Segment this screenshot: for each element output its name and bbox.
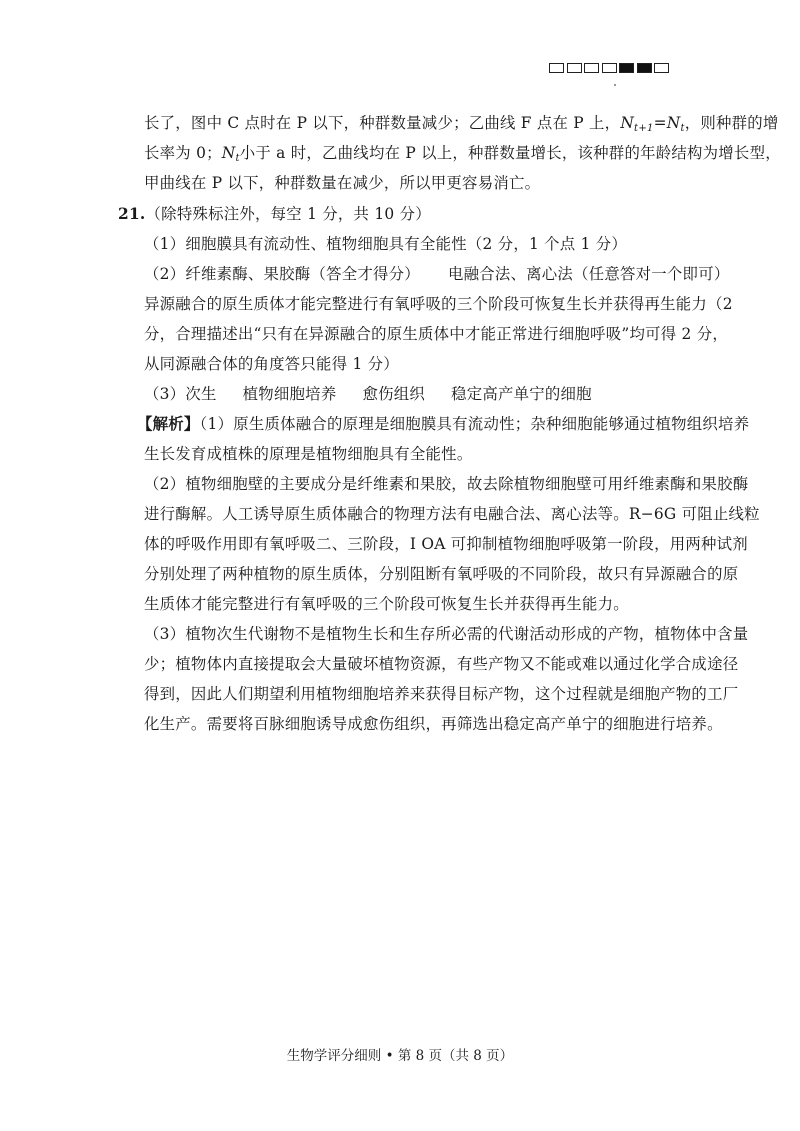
prev-answer-line-1 — [144, 113, 779, 139]
analysis-line-2: 生长发育成植株的原理是植物细胞具有全能性。 — [144, 445, 473, 463]
marker-square — [619, 63, 634, 73]
answer-3 — [144, 384, 592, 404]
prev-answer-line-2 — [144, 143, 781, 169]
text-run: （2）纤维素酶、果胶酶（答全才得分） — [144, 265, 420, 283]
text-run: 愈伤组织 — [362, 385, 426, 403]
page-position-marker — [549, 63, 669, 73]
answer-2-line-1 — [144, 264, 729, 284]
text-run: 长了，图中 C 点时在 P 以下，种群数量减少；乙曲线 F 点在 P 上， — [144, 114, 621, 132]
text-run: 电融合法、离心法（任意答对一个即可） — [447, 265, 730, 283]
scoring-note: （除特殊标注外，每空 1 分，共 10 分） — [145, 205, 431, 223]
question-21-header — [118, 204, 431, 224]
math-subscript: t+1 — [634, 123, 654, 134]
analysis-line-7: 生质体才能完整进行有氧呼吸的三个阶段可恢复生长并获得再生能力。 — [144, 595, 629, 613]
answer-2-line-3: 分，合理描述出“只有在异源融合的原生质体中才能正常进行细胞呼吸”均可得 2 分， — [144, 325, 728, 343]
math-equals: = — [653, 114, 667, 132]
text-run: 稳定高产单宁的细胞 — [451, 385, 592, 403]
marker-square — [654, 63, 669, 73]
marker-square — [584, 63, 599, 73]
analysis-line-8: （3）植物次生代谢物不是植物生长和生存所必需的代谢活动形成的产物，植物体中含量 — [144, 625, 749, 643]
page-footer: 生物学评分细则 • 第 8 页（共 8 页） — [286, 1048, 514, 1064]
text-run: ，则种群的增 — [684, 114, 779, 132]
text-run: （3）次生 — [144, 385, 217, 403]
math-n: N — [666, 114, 681, 132]
text-run: 长率为 0； — [144, 144, 222, 162]
analysis-line-6: 分别处理了两种植物的原生质体，分别阻断有氧呼吸的不同阶段，故只有异源融合的原 — [144, 565, 739, 583]
marker-square — [567, 63, 582, 73]
analysis-line-9: 少；植物体内直接提取会大量破坏植物资源，有些产物又不能或难以通过化学合成途径 — [144, 655, 739, 673]
scan-dot — [614, 84, 616, 86]
text-run: 小于 a 时，乙曲线均在 P 以上，种群数量增长，该种群的年龄结构为增长型， — [239, 144, 781, 162]
analysis-line-3: （2）植物细胞壁的主要成分是纤维素和果胶，故去除植物细胞壁可用纤维素酶和果胶酶 — [144, 475, 749, 493]
prev-answer-line-3: 甲曲线在 P 以下，种群数量在减少，所以甲更容易消亡。 — [144, 174, 541, 192]
text-run: 植物细胞培养 — [242, 385, 337, 403]
question-number: 21. — [118, 205, 146, 223]
math-subscript: t — [680, 123, 685, 134]
answer-2-line-2: 异源融合的原生质体才能完整进行有氧呼吸的三个阶段可恢复生长并获得再生能力（2 — [144, 295, 733, 313]
marker-square — [549, 63, 564, 73]
analysis-line-1 — [137, 414, 749, 434]
analysis-line-5: 体的呼吸作用即有氧呼吸二、三阶段，I OA 可抑制植物细胞呼吸第一阶段，用两种试剂 — [144, 535, 748, 553]
marker-square — [637, 63, 652, 73]
marker-square — [602, 63, 617, 73]
analysis-line-10: 得到，因此人们期望利用植物细胞培养来获得目标产物，这个过程就是细胞产物的工厂 — [144, 685, 739, 703]
analysis-line-4: 进行酶解。人工诱导原生质体融合的物理方法有电融合法、离心法等。R−6G 可阻止线粒 — [144, 505, 760, 523]
analysis-tag: 【解析】 — [137, 415, 200, 433]
math-n: N — [620, 114, 635, 132]
analysis-line-11: 化生产。需要将百脉细胞诱导成愈伤组织，再筛选出稳定高产单宁的细胞进行培养。 — [144, 715, 723, 733]
text-run: （1）原生质体融合的原理是细胞膜具有流动性；杂种细胞能够通过植物组织培养 — [199, 415, 750, 433]
answer-2-line-4: 从同源融合体的角度答只能得 1 分） — [144, 355, 399, 373]
math-n: N — [221, 144, 236, 162]
answer-1: （1）细胞膜具有流动性、植物细胞具有全能性（2 分，1 个点 1 分） — [144, 235, 628, 253]
math-subscript: t — [235, 153, 240, 164]
